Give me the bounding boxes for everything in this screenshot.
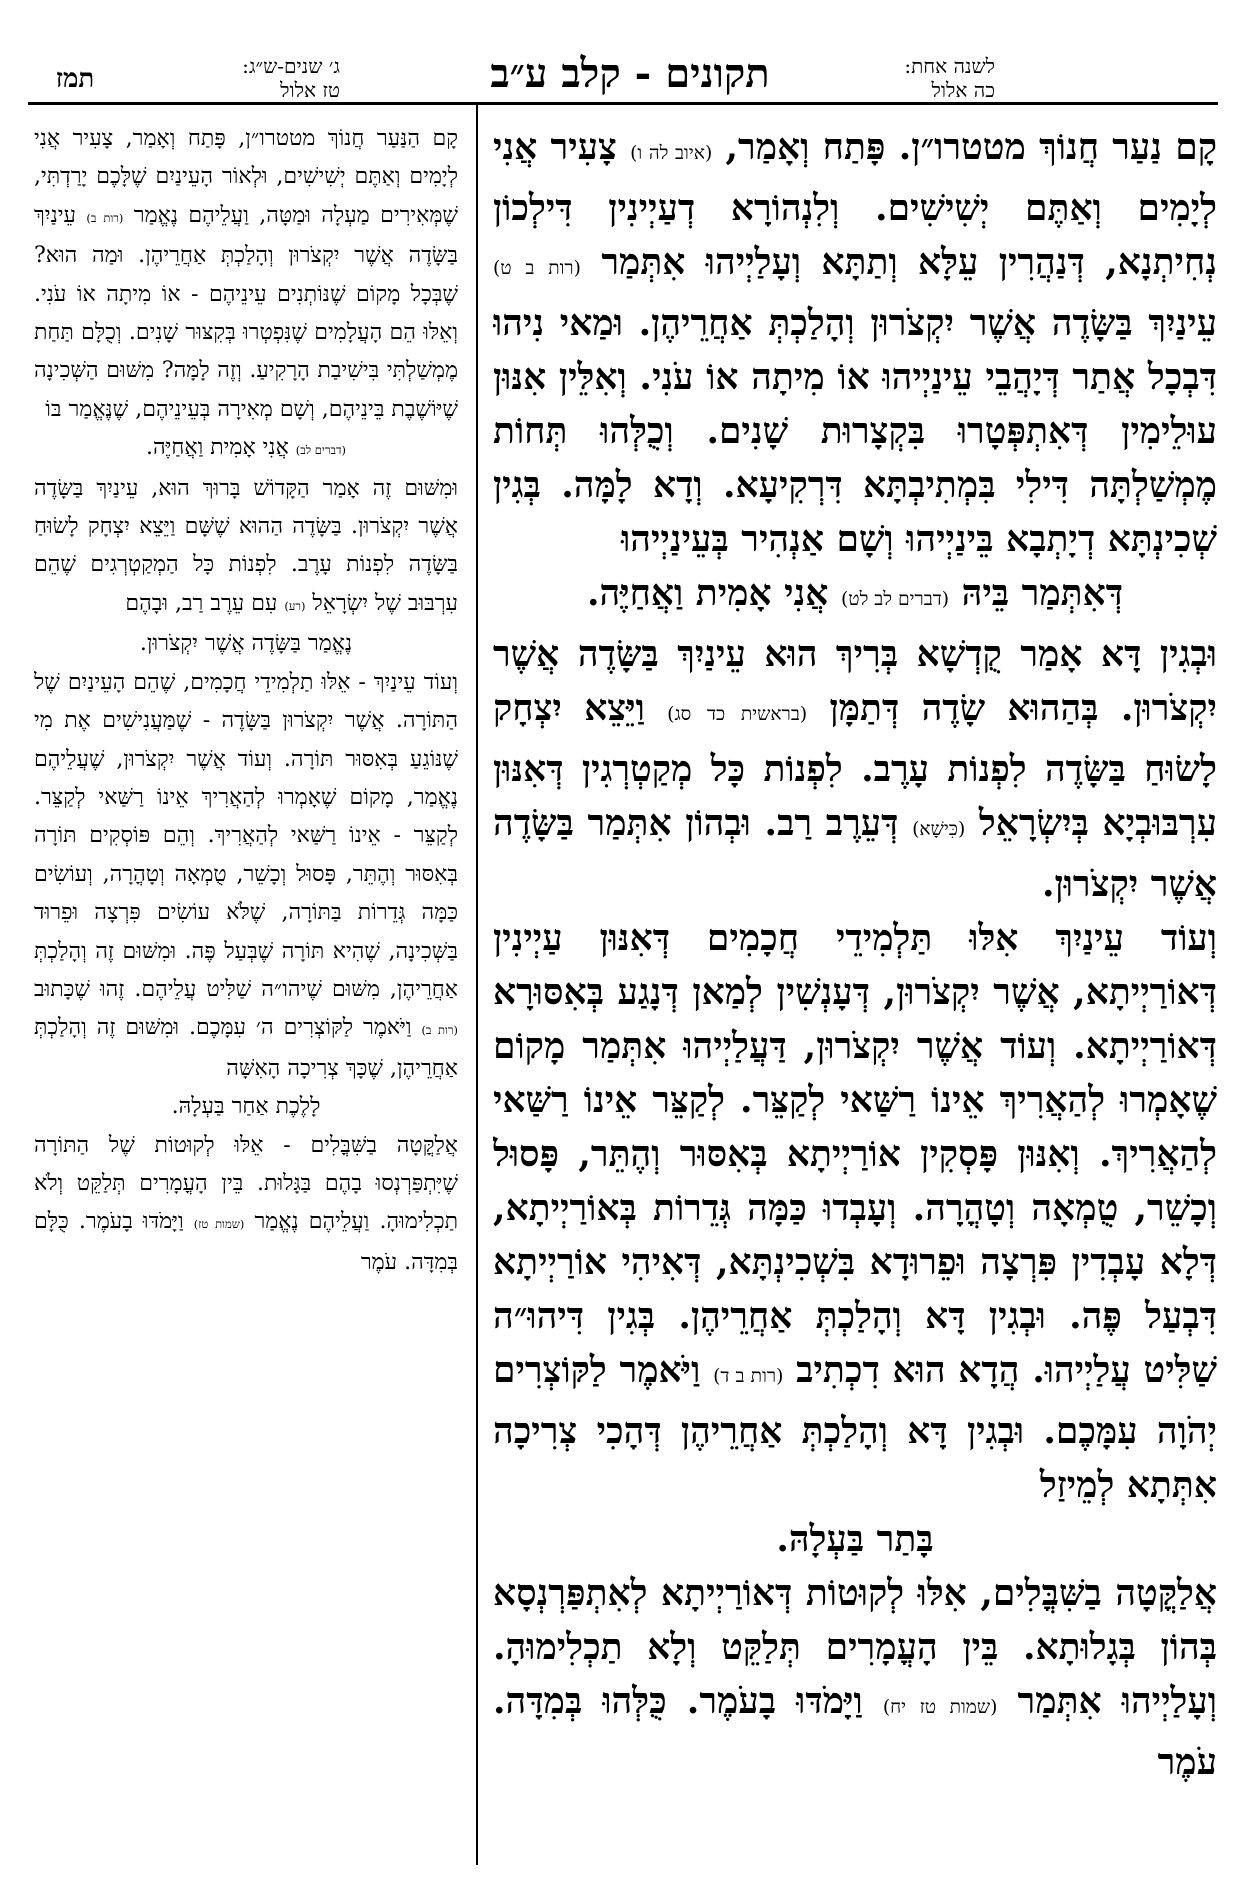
- header-three-year-label: ג׳ שנים-ש״ג:: [242, 54, 340, 78]
- page-title: תקונים - קלב ע״ב: [490, 50, 770, 97]
- header-one-year-date: כה אלול: [931, 78, 995, 102]
- main-text: צָעִיר אֲנִי לְיָמִים וְאַתֶּם יְשִׁישִׁים. וְלִנְהוֹרָא דְעַיְינִין דִּילְכוֹן נְחִיתְנָא, דְּנַהֲרִין עֵלָּא וְתַתָּא וְעָלַיְיהוּ אִתְּמַר: [493, 126, 1217, 283]
- translation-paragraph-3-end: לָלֶכֶת אַחַר בַּעְלָהּ.: [171, 1094, 321, 1120]
- source-reference: (שמות טז יח): [882, 1697, 998, 1718]
- main-text: וְעוֹד עֵינַיִךְ אִלּוּ תַּלְמִידֵי חֲכָמִים דְּאִנּוּן עַיְינִין דְּאוֹרַיְיתָא, אֲשֶׁר יִקְצֹרוּן, דְּעָנְשִׁין לְמַאן דְּנָגַע בְּאִסּוּרָא דְּאוֹרַיְיתָא. וְעוֹד אֲשֶׁר יִקְצֹרוּן, דַּעֲלַיְיהוּ אִתְּמַר מָקוֹם שֶׁאָמְרוּ לְהַאֲרִיךְ אֵינוֹ רַשַּׁאי לְקַצֵּר. לְקַצֵּר אֵינוֹ רַשַּׁאי לְהַאֲרִיךְ. וְאִנּוּן פָּסְקִין אוֹרַיְיתָא בְּאִסּוּר וְהֶתֵּר, פָּסוּל וְכָשֵׁר, טֻמְאָה וְטָהֳרָה. וְעָבְדוּ כַּמָּה גְּדֵרוֹת בְּאוֹרַיְיתָא, דְּלָא עָבְדִין פִּרְצָה וּפֵרוּדָא בִּשְׁכִינְתָּא, דְּאִיהִי אוֹרַיְיתָא דִּבְעַל פֶּה. וּבְגִין דָּא וְהָלַכְתְּ אַחֲרֵיהֶן. בְּגִין דִּיהוּ״ה שַׁלִּיט עֲלַיְיהוּ. הֲדָא הוּא דִכְתִיב: [493, 917, 1217, 1391]
- main-text: וּבְגִין דָּא אָמַר קֻדְשָׁא בְּרִיךְ הוּא עֵינַיִךְ בַּשָּׂדֶה אֲשֶׁר יִקְצֹרוּן. בְּהַהוּא שָׂדֶה דְּתַמָּן: [493, 633, 1217, 729]
- main-paragraph-1-end: [493, 566, 1217, 627]
- translation-paragraph-4: [34, 1127, 458, 1283]
- source-reference: (בראשית כד סג): [667, 704, 808, 725]
- translation-paragraph-2-end: נֶאֱמַר בַּשָּׂדֶה אֲשֶׁר יִקְצֹרוּן.: [139, 631, 353, 657]
- main-paragraph-4: [493, 1566, 1217, 1789]
- translation-paragraph-1: [34, 120, 458, 429]
- source-reference: (רות ב): [86, 210, 124, 225]
- source-reference: (כִּישָׁא): [912, 819, 966, 840]
- translation-text: וַיֹּאמֶר לַקּוֹצְרִים ה׳ עִמָּכֶם. וּמִשּׁוּם זֶה וְהָלַכְתְּ אַחֲרֵיהֶן, שֶׁכָּךְ צְרִיכָה הָאִשָּׁה: [34, 1015, 458, 1081]
- main-paragraph-3: [493, 911, 1217, 1512]
- main-text: דְּאִתְּמַר בֵּיהּ: [961, 572, 1124, 614]
- main-text: וַיֹּאמֶר לַקּוֹצְרִים יְהֹוָה עִמָּכֶם. וּבְגִין דָּא וְהָלַכְתְּ אַחֲרֵיהֶן דְּהָכִי צְרִיכָה אִתְּתָא לְמֵיזַל: [493, 1349, 1217, 1506]
- source-reference: (דברים לב לט): [840, 589, 950, 610]
- translation-text: אֲלַקֳּטָה בַשִּׁבֳּלִים - אֵלּוּ לְקוּטוֹת שֶׁל הַתּוֹרָה שֶׁיִּתְפַּרְנְסוּ בָהֶם בַּגָּלוּת. בֵּין הָעֳמָרִים תְּלַקֵּט וְלֹא תַכְלִימוּהָ. וַעֲלֵיהֶם נֶאֱמַר: [34, 1132, 458, 1235]
- main-paragraph-1: [493, 120, 1217, 566]
- main-text: דְּעֵרֶב רַב. וּבְהוֹן אִתְּמַר בַּשָּׂדֶה אֲשֶׁר יִקְצֹרוּן.: [493, 802, 1217, 905]
- translation-text: אֲנִי אָמִית וַאֲחַיֶּה.: [145, 435, 289, 461]
- source-reference: (דברים לב): [295, 443, 346, 458]
- header-three-year-date: טז אלול: [280, 78, 340, 102]
- source-reference: (רות ב ט): [493, 258, 581, 279]
- main-text: אֲנִי אָמִית וַאֲחַיֶּה.: [586, 572, 829, 614]
- main-text: קָם נַעַר חֲנוֹךְ מטטרו״ן. פָּתַח וְאָמַר,: [725, 126, 1217, 168]
- main-text: וַיֵּצֵא יִצְחָק לָשׂוּחַ בַּשָּׂדֶה לִפְנוֹת עָרֶב. לִפְנוֹת כָּל מְקַטְרְגִין דְּאִנּוּן עִרְבּוּבְיָא בְּיִשְׂרָאֵל: [493, 687, 1217, 844]
- translation-column: [34, 120, 458, 1870]
- translation-paragraph-1-end: [34, 429, 458, 469]
- header-left-info: [120, 54, 340, 102]
- translation-paragraph-3: [34, 664, 458, 1088]
- translation-text: וּמִשּׁוּם זֶה אָמַר הַקָּדוֹשׁ בָּרוּךְ הוּא, עֵינַיִךְ בַּשָּׂדֶה אֲשֶׁר יִקְצֹרוּן. בַּשָּׂדֶה הַהוּא שֶׁשָּׁם וַיֵּצֵא יִצְחָק לָשׂוּחַ בַּשָּׂדֶה לִפְנוֹת עָרֶב. לִפְנוֹת כָּל הַמְקַטְרְגִים שֶׁהֵם עִרְבּוּב שֶׁל יִשְׂרָאֵל: [34, 475, 458, 616]
- source-reference: (שמות טז): [193, 1217, 245, 1232]
- main-text: וַיָּמֹדּוּ בָעֹמֶר. כֻּלְּהוּ בְּמִדָּה. עֹמֶר: [493, 1680, 1217, 1783]
- translation-paragraph-2: [34, 470, 458, 626]
- translation-text: קָם הַנַּעַר חֲנוֹךְ מטטרו״ן, פָּתַח וְאָמַר, צָעִיר אֲנִי לְיָמִים וְאַתֶּם יְשִׁישִׁים, וּלְאוֹר הָעֵינַיִם שֶׁלָּכֶם יָרַדְתִּי, שֶׁמְּאִירִים מַעְלָה וּמַטָּה, וַעֲלֵיהֶם נֶאֱמַר: [34, 126, 458, 228]
- source-reference: (רות ב): [421, 1023, 458, 1038]
- main-text: אֲלַקֳּטָה בַשִּׁבֳּלִים, אִלּוּ לְקוּטוֹת דְּאוֹרַיְיתָא לְאִתְפַּרְנְסָא בְּהוֹן בְּגָלוּתָא. בֵּין הָעֳמָרִים תְּלַקֵּט וְלָא תַכְלִימוּהָ. וְעָלַיְיהוּ אִתְּמַר: [493, 1572, 1217, 1722]
- main-paragraph-3-end: בָּתַר בַּעְלָהּ.: [776, 1518, 934, 1560]
- translation-text: וַיָּמֹדּוּ בָעֹמֶר. כֻּלָּם בְּמִדָּה. עֹמֶר: [34, 1209, 458, 1275]
- translation-text: עִם עֵרֶב רַב, וּבָהֶם: [125, 590, 278, 616]
- source-reference: (רע): [284, 598, 306, 613]
- column-divider: [476, 105, 478, 1865]
- translation-text: וְעוֹד עֵינַיִךְ - אֵלּוּ תַלְמִידֵי חֲכָמִים, שֶׁהֵם הָעֵינַיִם שֶׁל הַתּוֹרָה. אֲשֶׁר יִקְצֹרוּן בַּשָּׂדֶה - שֶׁמַּעֲנִישִׁים אֶת מִי שֶׁנּוֹגֵעַ בְּאִסּוּר תּוֹרָה. וְעוֹד אֲשֶׁר יִקְצֹרוּן, שֶׁעֲלֵיהֶם נֶאֱמַר, מָקוֹם שֶׁאָמְרוּ לְהַאֲרִיךְ אֵינוֹ רַשַּׁאי לְקַצֵּר. לְקַצֵּר - אֵינוֹ רַשַּׁאי לְהַאֲרִיךְ. וְהֵם פּוֹסְקִים תּוֹרָה בְּאִסּוּר וְהֶתֵּר, פָּסוּל וְכָשֵׁר, טֻמְאָה וְטָהֳרָה, וְעוֹשִׂים כַּמָּה גְּדֵרוֹת בַּתּוֹרָה, שֶׁלֹּא עוֹשִׂים פִּרְצָה וּפֵרוּד בַּשְּׁכִינָה, שֶׁהִיא תּוֹרָה שֶׁבְּעַל פֶּה. וּמִשּׁוּם זֶה וְהָלַכְתְּ אַחֲרֵיהֶן, מִשּׁוּם שֶׁיהו״ה שַׁלִּיט עֲלֵיהֶם. זֶהוּ שֶׁכָּתוּב: [34, 669, 458, 1002]
- header-one-year-label: לשנה אחת:: [904, 54, 995, 78]
- source-reference: (רות ב ד): [713, 1366, 784, 1387]
- source-reference: (איוב לה ו): [630, 143, 713, 164]
- header-right-info: [805, 54, 995, 102]
- main-paragraph-2: [493, 627, 1217, 911]
- main-text-column: [493, 120, 1217, 1870]
- main-text: עֵינַיִךְ בַּשָּׂדֶה אֲשֶׁר יִקְצֹרוּן וְהָלַכְתְּ אַחֲרֵיהֶן. וּמַאי נִיהוּ דִּבְכָל אֲתַר דְּיָהֲבֵי עֵינַיְיהוּ אוֹ מִיתָה אוֹ עֹנִי. וְאִלֵּין אִנּוּן עוּלֵימִין דְּאִתְפְּטָרוּ בִּקְצָרוּת שָׁנִים. וְכֻלְּהוּ תְּחוֹת מֶמְשַׁלְתָּה דִּילִי בִּמְתִיבְתָּא דִּרְקִיעָא. וְדָא לָמָּה. בְּגִין שְׁכִינְתָּא דְיָתְבָא בֵּינַיְיהוּ וְשָׁם אַנְהִיר בְּעֵינַיְיהוּ: [493, 302, 1217, 560]
- header-divider: [28, 102, 1218, 105]
- page-number: תמז: [55, 64, 95, 94]
- translation-text: עֵינַיִךְ בַּשָּׂדֶה אֲשֶׁר יִקְצֹרוּן וְהָלַכְתְּ אַחֲרֵיהֶן. וּמַה הוּא? שֶׁבְּכָל מָקוֹם שֶׁנּוֹתְנִים עֵינֵיהֶם - אוֹ מִיתָה אוֹ עֹנִי. וְאֵלּוּ הֵם הָעֲלָמִים שֶׁנִּפְטְרוּ בְּקִצּוּר שָׁנִים. וְכֻלָּם תַּחַת מֶמְשַׁלְתִּי בִּישִׁיבַת הָרָקִיעַ. וְזֶה לָמָּה? מִשּׁוּם הַשְּׁכִינָה שֶׁיּוֹשֶׁבֶת בֵּינֵיהֶם, וְשָׁם מְאִירָה בְּעֵינֵיהֶם, שֶׁנֶּאֱמַר בּוֹ: [34, 202, 458, 422]
